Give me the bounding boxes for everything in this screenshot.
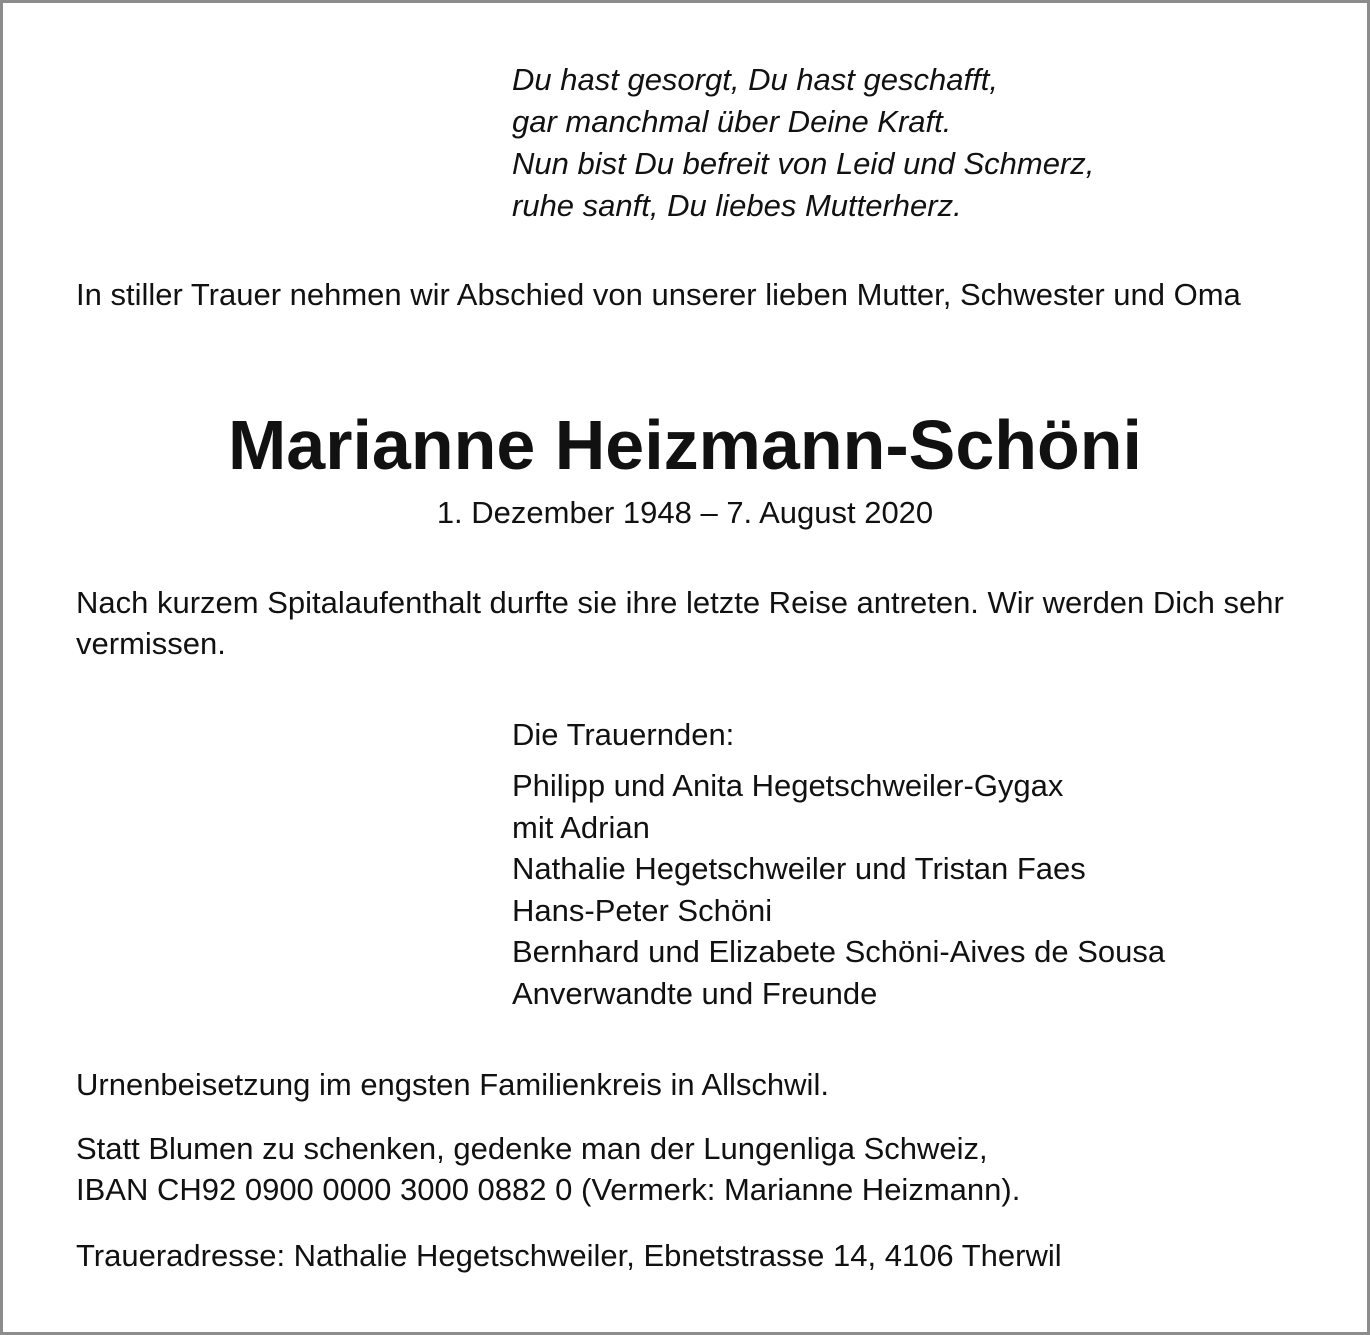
mourner-entry: Anverwandte und Freunde	[512, 975, 878, 1011]
mourners-list	[512, 765, 1165, 1014]
message-text: Nach kurzem Spitalaufenthalt durfte sie ihre letzte Reise antreten. Wir werden Dich sehr vermissen.	[76, 585, 1284, 661]
burial-notice: Urnenbeisetzung im engsten Familienkreis in Allschwil.	[76, 1067, 829, 1102]
mourner-entry: Bernhard und Elizabete Schöni-Aives de Sousa	[512, 934, 1166, 969]
mourner-entry: Nathalie Hegetschweiler und Tristan Faes	[512, 851, 1086, 886]
poem-line: ruhe sanft, Du liebes Mutterherz.	[512, 188, 962, 223]
donation-notice	[76, 1128, 1020, 1210]
poem	[512, 59, 1094, 227]
poem-line: Nun bist Du befreit von Leid und Schmerz,	[512, 146, 1095, 181]
poem-line: gar manchmal über Deine Kraft.	[512, 104, 952, 139]
donation-line: Statt Blumen zu schenken, gedenke man der Lungenliga Schweiz,	[76, 1131, 988, 1166]
deceased-name: Marianne Heizmann-Schöni	[227, 406, 1143, 484]
donation-iban-line: IBAN CH92 0900 0000 3000 0882 0 (Vermerk: Marianne Heizmann).	[76, 1172, 1021, 1207]
mourner-entry: Philipp und Anita Hegetschweiler-Gygax	[512, 768, 1064, 803]
mourners-title: Die Trauernden:	[512, 717, 735, 752]
mourner-entry: Hans-Peter Schöni	[512, 892, 773, 928]
mourner-entry: mit Adrian	[512, 809, 650, 845]
intro-text: In stiller Trauer nehmen wir Abschied von unserer lieben Mutter, Schwester und Oma	[76, 277, 1241, 312]
life-dates: 1. Dezember 1948 – 7. August 2020	[436, 495, 934, 530]
mourning-address: Traueradresse: Nathalie Hegetschweiler, Ebnetstrasse 14, 4106 Therwil	[76, 1238, 1062, 1273]
poem-line: Du hast gesorgt, Du hast geschafft,	[512, 62, 998, 97]
